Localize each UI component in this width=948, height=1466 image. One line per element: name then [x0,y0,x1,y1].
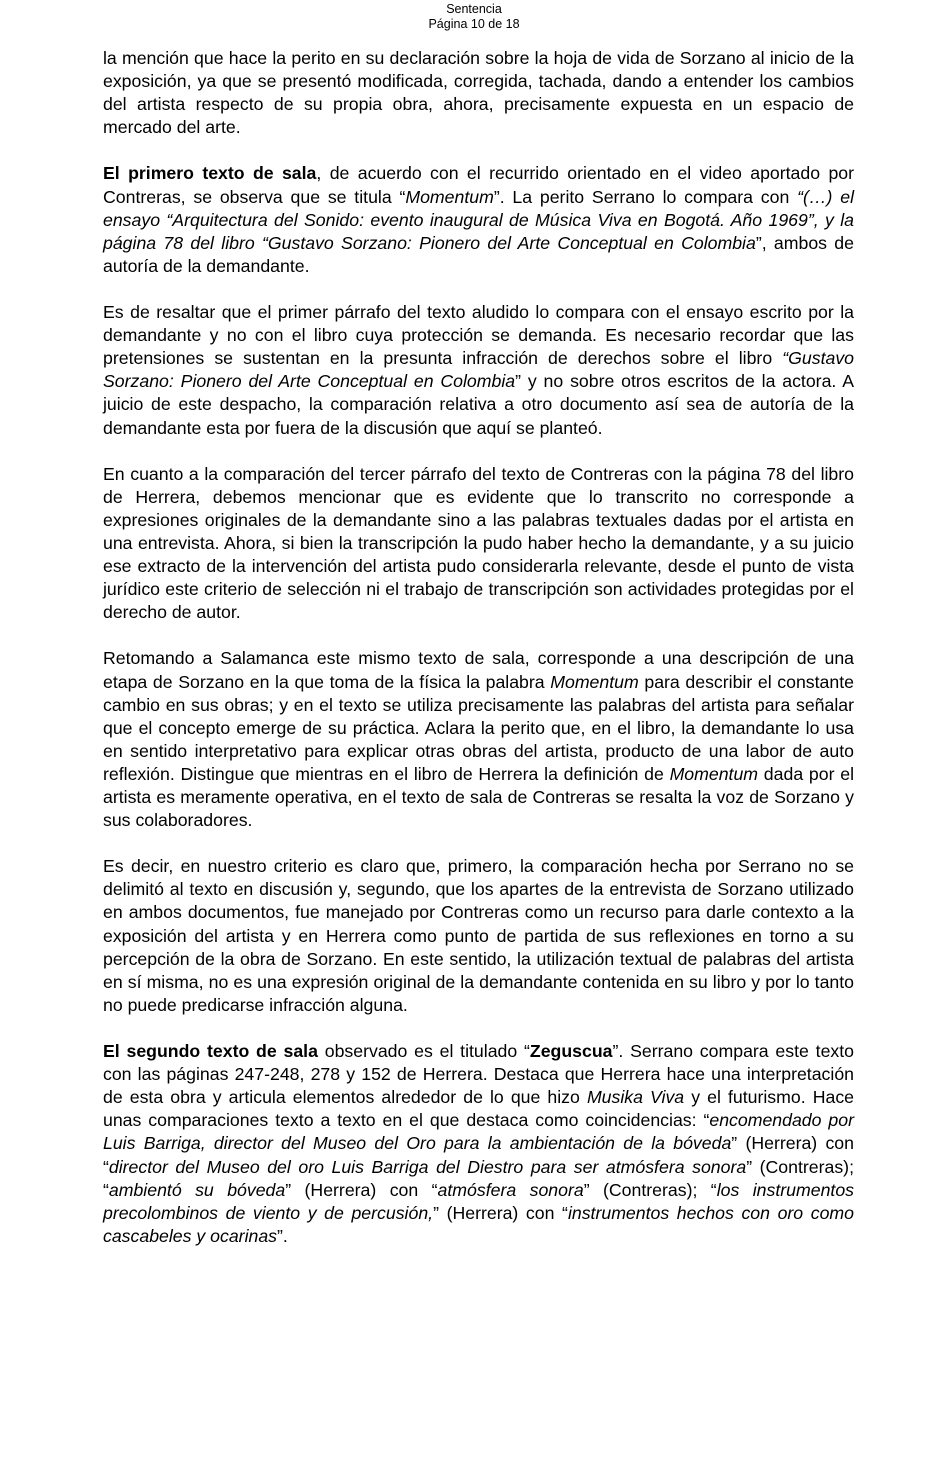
text-run: ”. Serrano compara este texto con las páginas 247-248, 278 y 152 de Herrera. Destaca que Herrera hace una interpretación de esta obra y articula elementos alrededor de lo que hizo [103,1041,855,1108]
italic-text: encomendado por Luis Barriga, director del Museo del Oro para la ambientación de la bóveda [103,1110,854,1154]
paragraph [103,463,854,625]
paragraph [103,647,854,832]
italic-text: Momentum [669,763,759,784]
paragraph [103,301,854,440]
document-body [103,47,854,1248]
text-run: ”, ambos de autoría de la demandante. [103,232,854,276]
italic-text: los instrumentos precolombinos de viento y de percusión, [103,1179,854,1223]
bold-text: El segundo texto de sala [103,1041,318,1062]
paragraph [103,1040,854,1248]
text-run: Es decir, en nuestro criterio es claro que, primero, la comparación hecha por Serrano no se delimitó al texto en discusión y, segundo, que los apartes de la entrevista de Sorzano utilizado en ambos documentos, fue manejado por Contreras como un recurso para darle contexto a la exposición del artista y en Herrera como punto de partida de sus reflexiones en torno a su percepción de la obra de Sorzano. En este sentido, la utilización textual de palabras del artista en sí misma, no es una expresión original de la demandante contenida en su libro y por lo tanto no puede predicarse infracción alguna. [103,856,854,1015]
italic-text: atmósfera sonora [437,1179,584,1200]
text-run: dada por el artista es meramente operativa, en el texto de sala de Contreras se resalta la voz de Sorzano y sus colaboradores. [103,763,854,831]
text-run: Es de resaltar que el primer párrafo del texto aludido lo compara con el ensayo escrito por la demandante y no con el libro cuya protección se demanda. Es necesario recordar que las pretensiones se sustentan en la presunta infracción de derechos sobre el libro [103,302,854,369]
bold-text: Zeguscua [529,1041,613,1062]
text-run: observado es el titulado “ [317,1041,530,1062]
text-run: para describir el constante cambio en sus obras; y en el texto se utiliza precisamente las palabras del artista para señalar que el concepto emerge de su práctica. Aclara la perito que, en el libro, la demandante lo usa en sentido interpretativo para explicar otras obras del artista, producto de una labor de auto reflexión. Distingue que mientras en el libro de Herrera la definición de [103,671,854,784]
text-run: ” (Herrera) con “ [103,1133,854,1177]
text-run: ” (Herrera) con “ [285,1179,438,1200]
italic-text: Musika Viva [586,1087,685,1108]
italic-text: instrumentos hechos con oro como cascabeles y ocarinas [103,1202,854,1246]
text-run: ” (Contreras); “ [583,1179,717,1200]
italic-text: “(…) el ensayo “Arquitectura del Sonido: evento inaugural de Música Viva en Bogotá. Año 1969”, y la página 78 del libro “Gustavo Sorzano: Pionero del Arte Conceptual en Colombia [103,186,855,253]
italic-text: Momentum [405,186,494,207]
italic-text: Momentum [550,671,639,692]
text-run: ” y no sobre otros escritos de la actora. A juicio de este despacho, la comparación relativa a otro documento así sea de autoría de la demandante esta por fuera de la discusión que aquí se planteó. [103,371,854,438]
header-title: Sentencia [446,2,502,16]
paragraph [103,855,854,1017]
text-run: ”. La perito Serrano lo compara con [493,186,798,207]
text-run: Retomando a Salamanca este mismo texto de sala, corresponde a una descripción de una etapa de Sorzano en la que toma de la física la palabra [103,648,854,692]
italic-text: director del Museo del oro Luis Barriga del Diestro para ser atmósfera sonora [108,1156,747,1177]
text-run: ” (Contreras); “ [103,1156,854,1200]
text-run: ” (Herrera) con “ [433,1202,568,1223]
paragraph [103,47,854,139]
page-header [0,2,948,32]
paragraph [103,162,854,277]
page-number: Página 10 de 18 [428,17,520,31]
text-run: y el futurismo. Hace unas comparaciones texto a texto en el que destaca como coincidencias: “ [103,1087,854,1131]
italic-text: “Gustavo Sorzano: Pionero del Arte Conceptual en Colombia [103,348,854,392]
text-run: ”. [277,1225,288,1246]
text-run: la mención que hace la perito en su declaración sobre la hoja de vida de Sorzano al inicio de la exposición, ya que se presentó modificada, corregida, tachada, dando a entender los cambios del artista respecto de su propia obra, ahora, precisamente expuesta en un espacio de mercado del arte. [103,48,854,138]
italic-text: ambientó su bóveda [108,1179,286,1200]
text-run: En cuanto a la comparación del tercer párrafo del texto de Contreras con la página 78 del libro de Herrera, debemos mencionar que es evidente que lo transcrito no corresponde a expresiones originales de la demandante sino a las palabras textuales dadas por el artista en una entrevista. Ahora, si bien la transcripción la pudo haber hecho la demandante, y a su juicio ese extracto de la intervención del artista pudo considerarla relevante, desde el punto de vista jurídico este criterio de selección ni el trabajo de transcripción son actividades protegidas por el derecho de autor. [103,463,854,623]
text-run: , de acuerdo con el recurrido orientado en el video aportado por Contreras, se observa que se titula “ [103,163,855,207]
bold-text: El primero texto de sala [103,163,317,184]
